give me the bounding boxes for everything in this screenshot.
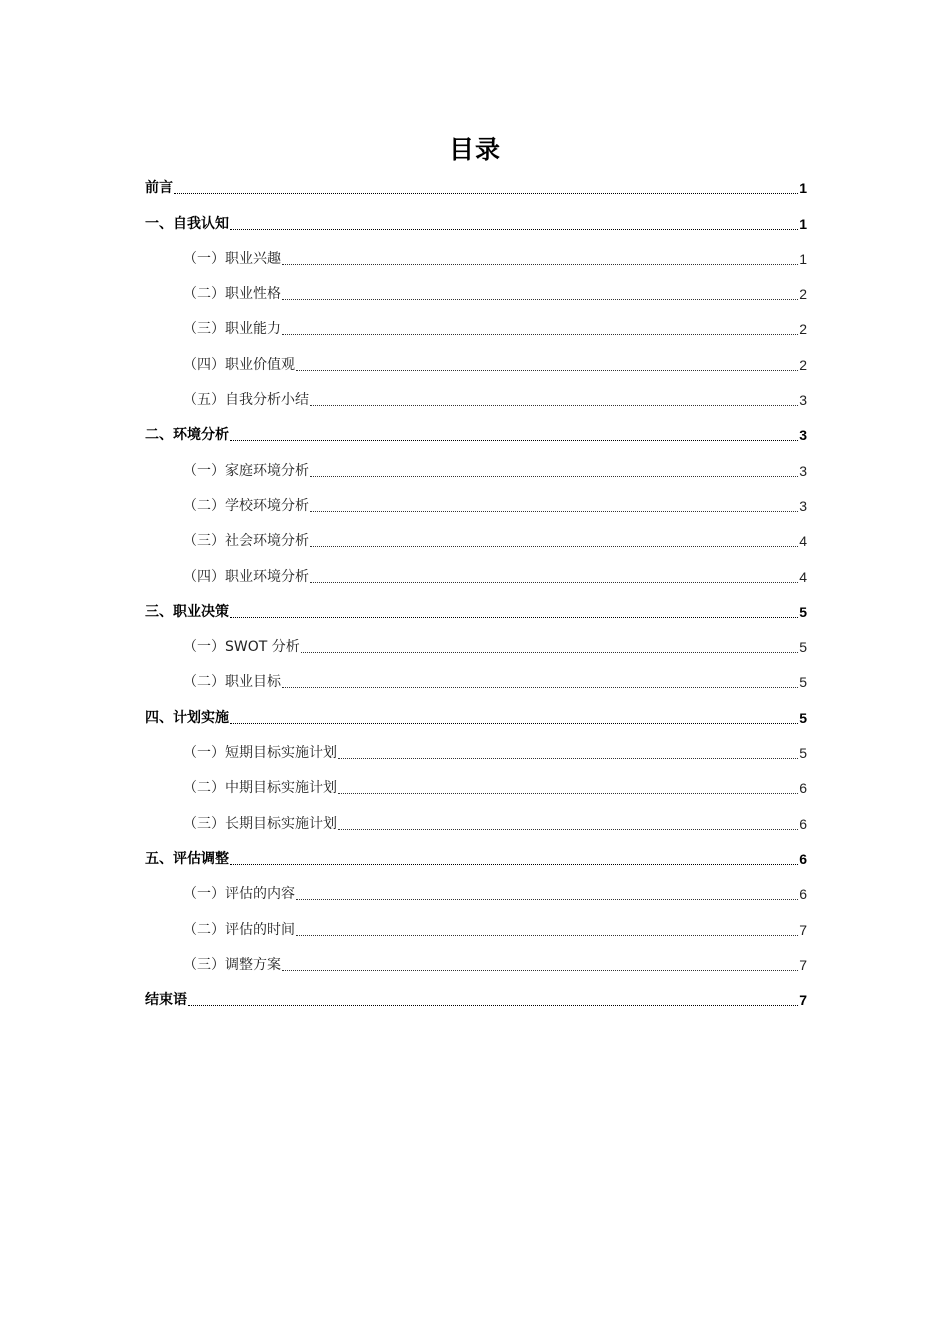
toc-dot-leader [230, 617, 798, 618]
toc-entry-label: （二）职业性格 [183, 286, 281, 303]
toc-entry-label: 前言 [145, 180, 173, 197]
toc-page-number: 7 [799, 921, 807, 938]
toc-dot-leader [188, 1005, 798, 1006]
toc-section-entry[interactable] [145, 310, 807, 345]
toc-page-number: 3 [799, 392, 807, 409]
toc-page-number: 5 [799, 603, 807, 620]
toc-section-entry[interactable] [145, 734, 807, 769]
toc-dot-leader [310, 546, 798, 547]
toc-section-entry[interactable] [145, 628, 807, 663]
toc-chapter-entry[interactable] [145, 416, 807, 451]
toc-page-number: 5 [799, 639, 807, 656]
toc-page-number: 4 [799, 533, 807, 550]
toc-dot-leader [282, 970, 798, 971]
toc-page-number: 6 [799, 886, 807, 903]
toc-page-number: 5 [799, 674, 807, 691]
toc-page-number: 1 [799, 215, 807, 232]
toc-entry-label: 二、环境分析 [145, 427, 229, 444]
toc-entry-label: （一）职业兴趣 [183, 250, 281, 267]
toc-section-entry[interactable] [145, 240, 807, 275]
toc-section-entry[interactable] [145, 487, 807, 522]
toc-dot-leader [282, 687, 798, 688]
toc-entry-label: 一、自我认知 [145, 215, 229, 232]
toc-section-entry[interactable] [145, 875, 807, 910]
toc-dot-leader [296, 370, 798, 371]
toc-dot-leader [310, 582, 798, 583]
toc-entry-label: （二）职业目标 [183, 674, 281, 691]
toc-dot-leader [174, 193, 798, 194]
toc-dot-leader [296, 935, 798, 936]
table-of-contents [145, 169, 807, 1016]
toc-section-entry[interactable] [145, 451, 807, 486]
toc-chapter-entry[interactable] [145, 169, 807, 204]
toc-dot-leader [230, 229, 798, 230]
toc-dot-leader [296, 899, 798, 900]
toc-entry-label: （三）长期目标实施计划 [183, 815, 337, 832]
toc-page-number: 2 [799, 356, 807, 373]
toc-entry-label: （四）职业环境分析 [183, 568, 309, 585]
toc-entry-label: （一）家庭环境分析 [183, 462, 309, 479]
toc-page-number: 6 [799, 850, 807, 867]
toc-section-entry[interactable] [145, 910, 807, 945]
toc-chapter-entry[interactable] [145, 698, 807, 733]
toc-chapter-entry[interactable] [145, 204, 807, 239]
toc-entry-label: （二）中期目标实施计划 [183, 780, 337, 797]
toc-dot-leader [230, 440, 798, 441]
toc-page-number: 5 [799, 745, 807, 762]
toc-entry-label: （三）社会环境分析 [183, 533, 309, 550]
toc-page-number: 3 [799, 427, 807, 444]
toc-section-entry[interactable] [145, 769, 807, 804]
toc-dot-leader [230, 723, 798, 724]
toc-page-number: 3 [799, 497, 807, 514]
toc-entry-label: 三、职业决策 [145, 603, 229, 620]
toc-page-number: 7 [799, 956, 807, 973]
toc-page-number: 6 [799, 815, 807, 832]
toc-section-entry[interactable] [145, 557, 807, 592]
toc-dot-leader [310, 476, 798, 477]
toc-dot-leader [338, 793, 798, 794]
toc-page-number: 1 [799, 250, 807, 267]
toc-page-number: 1 [799, 180, 807, 197]
toc-dot-leader [282, 299, 798, 300]
toc-section-entry[interactable] [145, 804, 807, 839]
toc-entry-label: 五、评估调整 [145, 850, 229, 867]
toc-page-number: 6 [799, 780, 807, 797]
toc-dot-leader [230, 864, 798, 865]
toc-page-number: 5 [799, 709, 807, 726]
toc-dot-leader [338, 758, 798, 759]
toc-page-number: 7 [799, 992, 807, 1009]
toc-entry-label: （二）学校环境分析 [183, 497, 309, 514]
toc-section-entry[interactable] [145, 275, 807, 310]
toc-dot-leader [282, 264, 798, 265]
toc-entry-label: （一）评估的内容 [183, 886, 295, 903]
toc-page-number: 2 [799, 321, 807, 338]
toc-entry-label: （一）短期目标实施计划 [183, 745, 337, 762]
toc-section-entry[interactable] [145, 381, 807, 416]
toc-dot-leader [282, 334, 798, 335]
toc-dot-leader [301, 652, 798, 653]
page-title: 目录 [448, 135, 501, 164]
toc-entry-label: （五）自我分析小结 [183, 392, 309, 409]
toc-section-entry[interactable] [145, 946, 807, 981]
toc-section-entry[interactable] [145, 345, 807, 380]
toc-page-number: 4 [799, 568, 807, 585]
toc-page-number: 2 [799, 286, 807, 303]
toc-entry-label: 结束语 [145, 992, 187, 1009]
toc-page-number: 3 [799, 462, 807, 479]
toc-entry-label: （三）职业能力 [183, 321, 281, 338]
toc-dot-leader [310, 405, 798, 406]
toc-entry-label: 四、计划实施 [145, 709, 229, 726]
toc-dot-leader [310, 511, 798, 512]
toc-entry-label: （三）调整方案 [183, 956, 281, 973]
toc-chapter-entry[interactable] [145, 593, 807, 628]
toc-section-entry[interactable] [145, 522, 807, 557]
toc-entry-label: （一）SWOT 分析 [183, 639, 300, 656]
toc-entry-label: （四）职业价值观 [183, 356, 295, 373]
toc-section-entry[interactable] [145, 663, 807, 698]
toc-entry-label: （二）评估的时间 [183, 921, 295, 938]
toc-dot-leader [338, 829, 798, 830]
toc-chapter-entry[interactable] [145, 981, 807, 1016]
toc-chapter-entry[interactable] [145, 840, 807, 875]
